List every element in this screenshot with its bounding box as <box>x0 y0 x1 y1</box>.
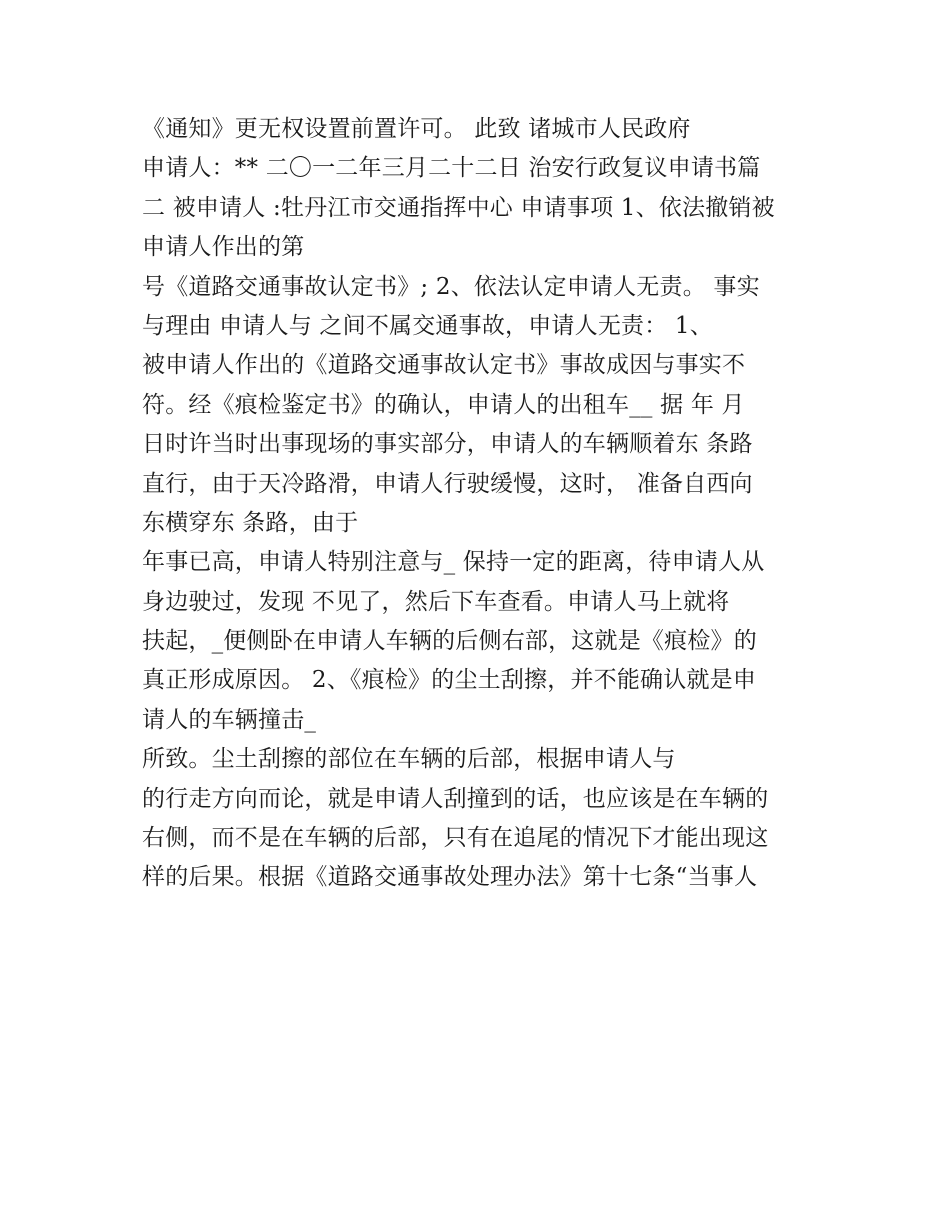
text-line: 扶起，_便侧卧在申请人车辆的后侧右部，这就是《痕检》的 <box>142 628 757 655</box>
text-line: 直行，由于天冷路滑，申请人行驶缓慢，这时， 准备自西向 <box>142 470 753 497</box>
text-line: 的行走方向而论，就是申请人刮撞到的话，也应该是在车辆的 <box>142 785 769 812</box>
text-line: 东横穿东 条路，由于 <box>142 509 359 536</box>
text-line: 身边驶过，发现 不见了，然后下车查看。申请人马上就将 <box>142 588 730 615</box>
text-line: 日时许当时出事现场的事实部分，申请人的车辆顺着东 条路 <box>142 431 753 458</box>
text-line: 被申请人作出的《道路交通事故认定书》事故成因与事实不 <box>142 352 746 379</box>
text-line: 请人的车辆撞击_ <box>142 706 317 733</box>
text-line: 年事已高，申请人特别注意与_ 保持一定的距离，待申请人从 <box>142 549 765 576</box>
text-line: 真正形成原因。 2、《痕检》的尘土刮擦，并不能确认就是申 <box>142 667 757 694</box>
text-line: 二 被申请人 :牡丹江市交通指挥中心 申请事项 1、依法撤销被 <box>142 194 775 221</box>
text-line: 样的后果。根据《道路交通事故处理办法》第十七条“当事人 <box>142 864 758 891</box>
text-line: 《通知》更无权设置前置许可。 此致 诸城市人民政府 <box>142 116 691 142</box>
text-line: 申请人：** 二〇一二年三月二十二日 治安行政复议申请书篇 <box>142 155 761 182</box>
text-line: 右侧，而不是在车辆的后部，只有在追尾的情况下才能出现这 <box>142 825 769 852</box>
text-line: 申请人作出的第 <box>142 234 305 261</box>
text-line: 所致。尘土刮擦的部位在车辆的后部，根据申请人与 <box>142 746 676 773</box>
text-line: 符。经《痕检鉴定书》的确认，申请人的出租车__ 据 年 月 <box>142 391 745 418</box>
document-body <box>142 110 832 898</box>
text-line: 与理由 申请人与 之间不属交通事故，申请人无责： 1、 <box>142 312 713 339</box>
text-line: 号《道路交通事故认定书》; 2、依法认定申请人无责。 事实 <box>142 273 760 300</box>
